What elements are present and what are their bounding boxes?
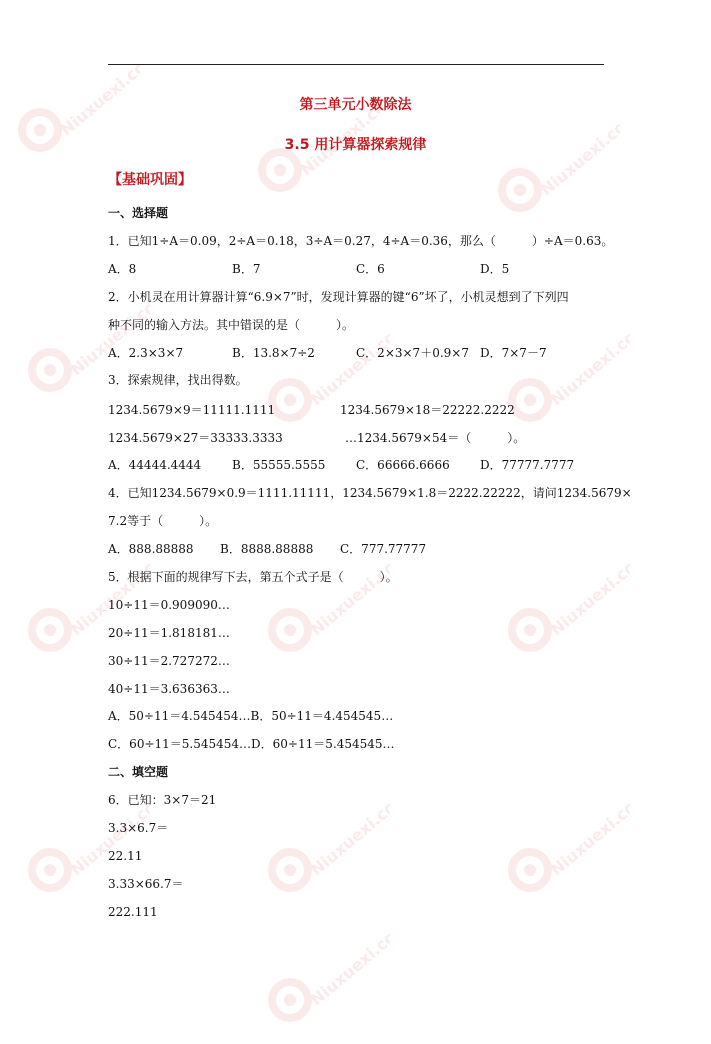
q3-equation-1: 1234.5679×9＝11111.1111 xyxy=(108,403,276,417)
svg-text:Niuxuexi.com: Niuxuexi.com xyxy=(536,120,620,200)
svg-text:Niuxuexi.com: Niuxuexi.com xyxy=(66,300,150,380)
svg-text:Niuxuexi.com: Niuxuexi.com xyxy=(66,800,150,880)
q6-line-4: 222.111 xyxy=(108,905,158,919)
chapter-title: 第三单元小数除法 xyxy=(299,97,412,113)
question-4-stem-line2: 7.2等于（ ）。 xyxy=(108,514,218,528)
svg-text:Niuxuexi.com: Niuxuexi.com xyxy=(546,330,630,410)
q2-option-c: C．2×3×7＋0.9×7 xyxy=(356,346,469,360)
q6-line-2: 22.11 xyxy=(108,849,143,863)
q3-equation-2: 1234.5679×18＝22222.2222 xyxy=(340,403,515,417)
watermark-logo-icon xyxy=(260,930,390,1040)
q1-option-d: D．5 xyxy=(480,262,510,276)
svg-text:Niuxuexi.com: Niuxuexi.com xyxy=(546,800,630,880)
q2-option-a: A．2.3×3×7 xyxy=(108,346,184,360)
question-1-stem: 1．已知1÷A＝0.09，2÷A＝0.18，3÷A＝0.27，4÷A＝0.36，那么（ ）÷A＝0.63。 xyxy=(108,234,614,248)
section-heading-choice: 一、选择题 xyxy=(108,206,169,220)
header-rule xyxy=(108,64,604,65)
q3-option-a: A．44444.4444 xyxy=(108,458,202,472)
q5-line-3: 30÷11＝2.727272… xyxy=(108,654,230,668)
q3-equation-3: 1234.5679×27＝33333.3333 xyxy=(108,431,283,445)
svg-text:Niuxuexi.com: Niuxuexi.com xyxy=(306,930,390,1010)
q3-option-c: C．66666.6666 xyxy=(356,458,450,472)
q3-option-d: D．77777.7777 xyxy=(480,458,575,472)
svg-text:Niuxuexi.com: Niuxuexi.com xyxy=(306,330,390,410)
q5-options-row-1: A．50÷11＝4.545454…B．50÷11＝4.454545… xyxy=(108,709,394,723)
q5-line-1: 10÷11＝0.909090… xyxy=(108,598,230,612)
q2-option-d: D．7×7－7 xyxy=(480,346,547,360)
q1-option-b: B．7 xyxy=(232,262,261,276)
lesson-title: 3.5 用计算器探索规律 xyxy=(284,137,427,153)
watermark-logo-icon xyxy=(260,800,390,910)
svg-text:Niuxuexi.com: Niuxuexi.com xyxy=(306,800,390,880)
question-5-stem: 5．根据下面的规律写下去，第五个式子是（ ）。 xyxy=(108,570,398,584)
q5-line-4: 40÷11＝3.636363… xyxy=(108,682,230,696)
q4-option-a: A．888.88888 xyxy=(108,542,194,556)
question-6-stem: 6．已知：3×7＝21 xyxy=(108,793,217,807)
q1-option-a: A．8 xyxy=(108,262,137,276)
question-4-stem-line1: 4．已知1234.5679×0.9＝1111.11111，1234.5679×1.8＝2222.22222，请问1234.5679× xyxy=(108,486,632,500)
question-2-stem-line2: 种不同的输入方法。其中错误的是（ ）。 xyxy=(108,318,355,332)
svg-text:Niuxuexi.com: Niuxuexi.com xyxy=(546,560,630,640)
q4-option-b: B．8888.88888 xyxy=(220,542,314,556)
watermark-logo-icon xyxy=(500,800,630,910)
q2-option-b: B．13.8×7÷2 xyxy=(232,346,315,360)
question-2-stem-line1: 2．小机灵在用计算器计算“6.9×7”时，发现计算器的键“6”坏了，小机灵想到了下列四 xyxy=(108,290,569,304)
question-3-stem: 3．探索规律，找出得数。 xyxy=(108,373,248,387)
q1-option-c: C．6 xyxy=(356,262,385,276)
svg-text:Niuxuexi.com: Niuxuexi.com xyxy=(66,560,150,640)
q5-options-row-2: C．60÷11＝5.545454…D．60÷11＝5.454545… xyxy=(108,737,395,751)
svg-text:Niuxuexi.com: Niuxuexi.com xyxy=(296,100,380,180)
q3-option-b: B．55555.5555 xyxy=(232,458,326,472)
q3-equation-4: …1234.5679×54＝（ ）。 xyxy=(345,431,526,445)
q6-line-1: 3.3×6.7＝ xyxy=(108,821,169,835)
svg-text:Niuxuexi.com: Niuxuexi.com xyxy=(56,60,140,140)
section-heading-fill: 二、填空题 xyxy=(108,765,169,779)
watermark-logo-icon xyxy=(500,560,630,670)
section-tag: 【基础巩固】 xyxy=(108,172,192,188)
q4-option-c: C．777.77777 xyxy=(340,542,427,556)
q6-line-3: 3.33×66.7＝ xyxy=(108,877,184,891)
svg-text:Niuxuexi.com: Niuxuexi.com xyxy=(306,560,390,640)
watermark-logo-icon xyxy=(250,100,380,210)
q5-line-2: 20÷11＝1.818181… xyxy=(108,626,230,640)
